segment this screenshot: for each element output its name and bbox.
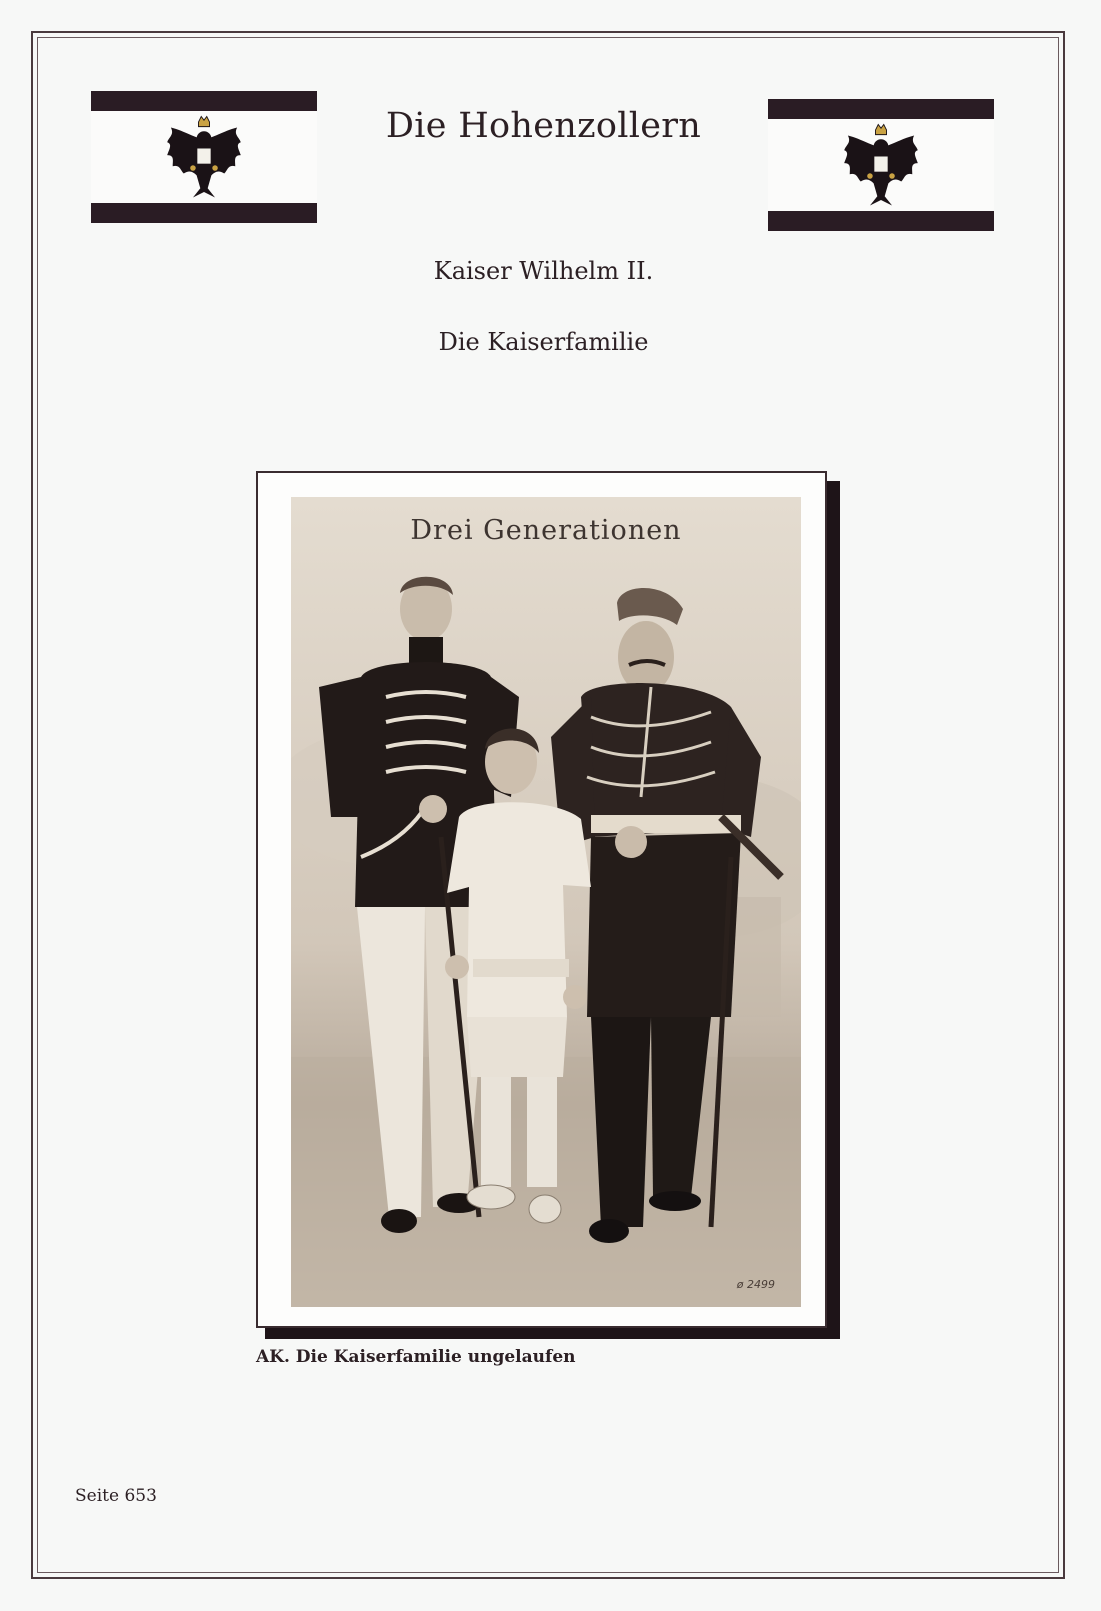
prussian-eagle-icon [158,111,250,203]
flag-stripe-top [768,99,994,119]
flag-stripe-bottom [91,203,317,223]
postcard-caption: Drei Generationen [410,515,682,546]
figure-caption: AK. Die Kaiserfamilie ungelaufen [256,1347,576,1367]
page-title: Die Hohenzollern [385,106,702,146]
flag-stripe-bottom [768,211,994,231]
prussian-flag-left [91,91,317,223]
page-subtitle: Kaiser Wilhelm II. [433,257,654,285]
postcard-number: ø 2499 [736,1278,775,1291]
prussian-eagle-icon [835,119,927,211]
prussian-flag-right [768,99,994,231]
sepia-family-photo [291,497,801,1307]
postcard-photo [291,497,801,1307]
flag-stripe-top [91,91,317,111]
page-number: Seite 653 [75,1486,157,1506]
section-heading: Die Kaiserfamilie [438,328,649,356]
